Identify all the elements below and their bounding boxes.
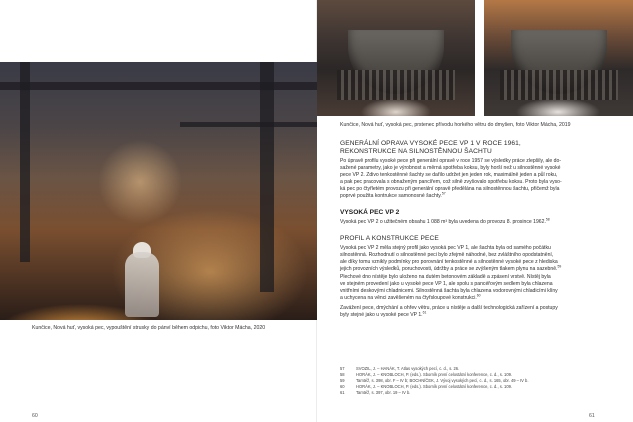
paragraph-line-with-note: jejich provozních výsledků, poruchovosti, údržby a práce se zvýšeným tlakem plynu na sazebně.$^{59}$	[340, 264, 562, 273]
footnote: 59 Tamtéž, s. 398, obr. F – IV b; BOCHNÍČEK, J. Vývoj vysokých pecí, c. d., s. 165, obr. 49 – IV b.	[340, 378, 529, 384]
article-body	[340, 140, 598, 319]
page-number-left: 60	[32, 413, 38, 419]
footnote: 58 HORÁK, J. – KNOBLOCH, P. (eds.). Sborník první celostátní konference, c. d., s. 109.	[340, 372, 513, 378]
footnote: 60 HORÁK, J. – KNOBLOCH, P. (eds.). Sborník první celostátní konference, c. d., s. 109.	[340, 384, 513, 390]
footnote-ref: 60	[476, 292, 481, 297]
paragraph-line-with-note: Vysoká pec VP 2 o užitečném obsahu 1 088 m³ byla uvedena do provozu 8. prosince 1962.58	[340, 217, 550, 226]
section-heading-overhaul-line2: REKONSTRUKCE NA SILNOSTĚNNOU ŠACHTU	[340, 148, 492, 155]
paragraph-line-with-note: byly stejné jako u vysoké pece VP 1.61	[340, 310, 427, 318]
paragraph-line: a pak pec pracovala s obnaženým pancířem, což silně zvyšovalo spotřebu koksu. Proto byla vyso-	[340, 179, 562, 186]
paragraph-line-with-note: poprvé použita kontrukce samonosné šachty.$^{57}$	[340, 191, 446, 200]
photo-caption-left: Kunčice, Nová huť, vysoká pec, vypouštění strusky do pánví během odpichu, foto Viktor Mácha, 2020	[32, 325, 266, 331]
paragraph-line: ve stejném provedení jako u vysoké pece VP 1, ale spolu s pancéřovým sedlem byla chlazena	[340, 280, 553, 287]
section-heading-overhaul: GENERÁLNÍ OPRAVA VYSOKÉ PECE VP 1 V ROCE 1961,	[340, 140, 521, 147]
paragraph-line: vnitřními deskovými chladnicemi. Silnostěnná šachta byla chlazena vodorovnými chladicími klíny	[340, 287, 558, 294]
section-heading-vp2: VYSOKÁ PEC VP 2	[340, 209, 400, 217]
paragraph-line: pece VP 2. Zdivo tenkostěnné šachty se dařilo udržet jen jeden rok, maximálně jeden a půl roku,	[340, 172, 558, 179]
photo-caption-right: Kunčice, Nová huť, vysoká pec, prstenec přívodu horkého větru do dmyšen, foto Viktor Mácha, 2019	[340, 122, 571, 128]
paragraph-line: Po úpravě profilu vysoké pece při generální opravě v roce 1957 se výsledky práce zlepšily, ale do-	[340, 158, 562, 164]
footnotes	[340, 366, 595, 396]
paragraph-line: silnostěnná. Rozhodnutí o silnostěnné peci bylo zřejmě náhodné, bez zvláštního opodstatnění,	[340, 252, 554, 259]
section-heading-profile: PROFIL A KONSTRUKCE PECE	[340, 235, 439, 243]
paragraph-line: ká pec po čtyřletém provozu při generální opravě předělána na silnostěnnou šachtu, přičemž byla	[340, 186, 560, 193]
blast-furnace-photo-2	[484, 0, 633, 116]
paragraph-line: sažené parametry, jako je výrobnost a měrná spotřeba koksu, byly horší než u silnostěnné vysoké	[340, 165, 561, 172]
footnote-ref: 61	[422, 310, 427, 315]
paragraph-line: ale díky tomu vznikly podmínky pro porovnání tenkostěnné a silnostěnné vysoké pece z hlediska	[340, 259, 558, 266]
paragraph-line-with-note: a uchycena na věnci zavěšeném na čtyřsloupové konstrukci.$^{60}$	[340, 292, 481, 301]
footnote: 61 Tamtéž, s. 397, obr. 19 – IV b.	[340, 390, 411, 396]
paragraph-line: Zavážení pece, dmýchání a ohřev větru, práce u nístěje a další technologická zařízení a postupy	[340, 304, 558, 311]
footnote-ref: 57	[441, 191, 446, 196]
paragraph-line: Vysoká pec VP 2 měla stejný profil jako vysoká pec VP 1, ale šachta byla od samého počátku	[340, 245, 551, 252]
paragraph-line: Plechové dno nístěje bylo uloženo na dutém betonovém základě a zpásení vrstvě. Nístěj byla	[340, 273, 551, 280]
page-number-right: 61	[589, 413, 595, 419]
slag-tapping-photo	[0, 62, 317, 320]
footnote: 57 SVOZIL, J. – HANÁK, T. Atlas vysokých pecí, c. d., s. 26.	[340, 366, 460, 371]
blast-furnace-photo-1	[317, 0, 475, 116]
footnote-ref: 59	[557, 264, 562, 269]
footnote-ref: 58	[545, 217, 550, 222]
